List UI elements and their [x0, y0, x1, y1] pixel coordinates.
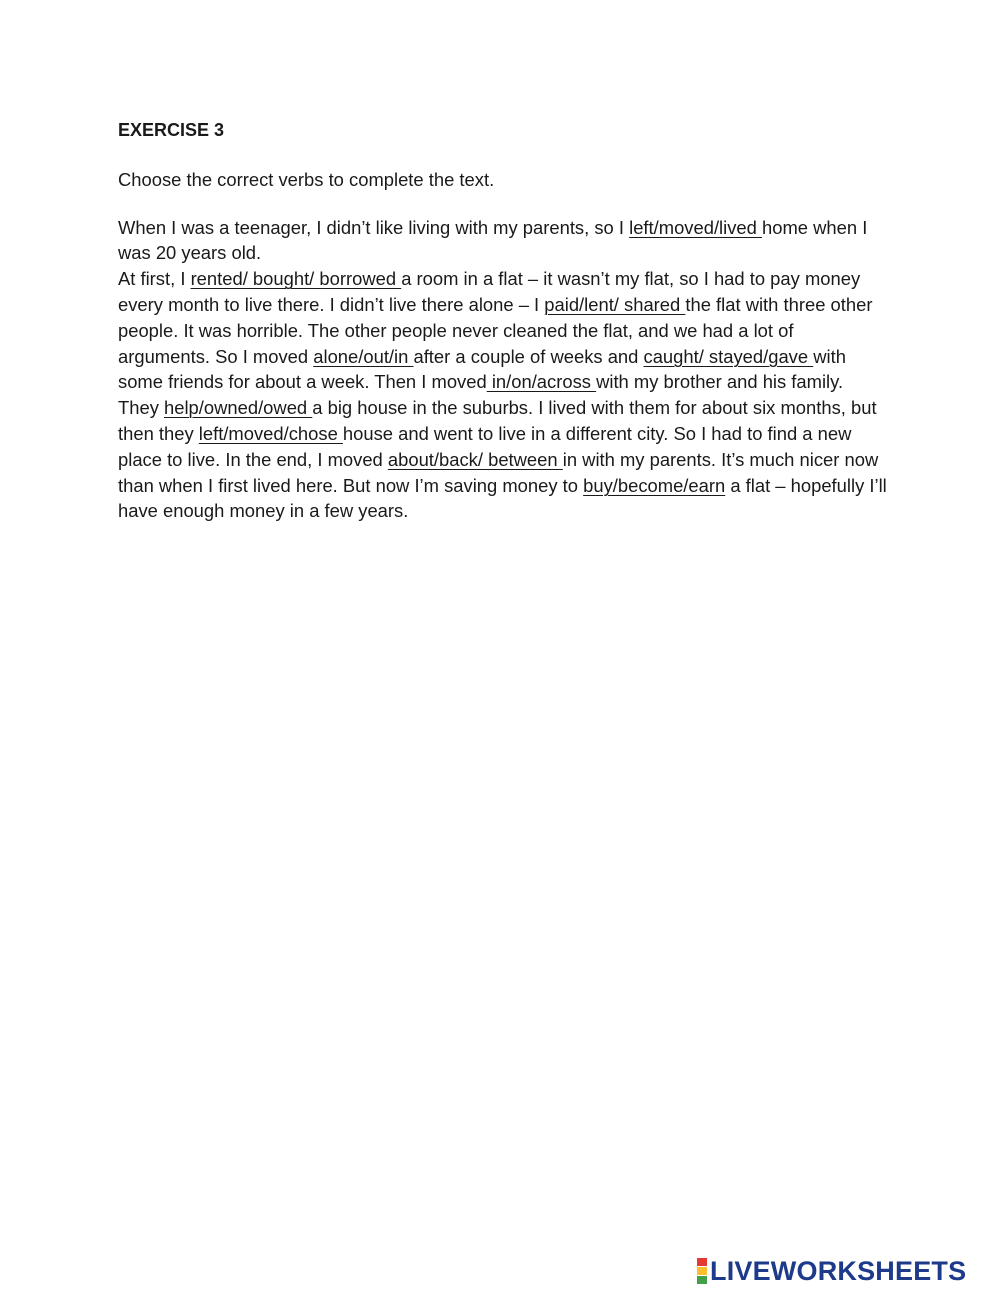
verb-choice-9[interactable]: about/back/ between — [387, 448, 563, 470]
verb-choice-7[interactable]: help/owned/owed — [164, 397, 313, 419]
verb-choice-8[interactable]: left/moved/chose — [198, 422, 343, 444]
exercise-content — [118, 118, 888, 524]
paragraph-1 — [118, 215, 888, 267]
verb-choice-3[interactable]: paid/lent/ shared — [544, 293, 686, 315]
logo-block-green — [697, 1276, 707, 1284]
text-segment: with some friends for about a week. Then I moved — [118, 345, 846, 393]
exercise-instruction: Choose the correct verbs to complete the text. — [118, 168, 495, 190]
verb-choice-1[interactable]: left/moved/lived — [629, 216, 762, 238]
text-segment: home when I was 20 years old. — [118, 216, 868, 264]
text-segment: When I was a teenager, I didn’t like living with my parents, so I — [118, 216, 630, 238]
logo-color-blocks-icon — [697, 1258, 707, 1284]
text-segment: a big house in the suburbs. I lived with them for about six months, but then they — [118, 397, 877, 444]
text-segment: a room in a flat – it wasn’t my flat, so I had to pay money every month to live there. I didn’t live there alone – I — [118, 268, 861, 315]
paragraph-2 — [118, 266, 888, 524]
logo-block-yellow — [697, 1267, 707, 1275]
logo-block-red — [697, 1258, 707, 1266]
verb-choice-4[interactable]: alone/out/in — [313, 345, 414, 367]
text-segment: after a couple of weeks and — [413, 345, 644, 367]
liveworksheets-logo — [697, 1256, 966, 1286]
verb-choice-6[interactable]: in/on/across — [486, 371, 597, 393]
text-segment: in with my parents. It’s much nicer now than when I first lived here. But now I’m saving money to — [118, 448, 879, 496]
verb-choice-2[interactable]: rented/ bought/ borrowed — [190, 268, 402, 290]
verb-choice-10[interactable]: buy/become/earn — [583, 474, 726, 496]
text-segment: with my brother and his family. They — [118, 371, 844, 419]
exercise-title: EXERCISE 3 — [118, 120, 225, 140]
logo-text: LIVEWORKSHEETS — [710, 1256, 967, 1286]
text-segment: house and went to live in a different city. So I had to find a new place to live. In the end, I moved — [118, 422, 852, 470]
verb-choice-5[interactable]: caught/ stayed/gave — [643, 345, 814, 367]
text-segment: a flat – hopefully I’ll have enough money in a few years. — [118, 474, 887, 522]
text-segment: At first, I — [118, 268, 191, 290]
text-segment: the flat with three other people. It was horrible. The other people never cleaned the flat, and we had a lot of arguments. So I moved — [118, 293, 873, 367]
